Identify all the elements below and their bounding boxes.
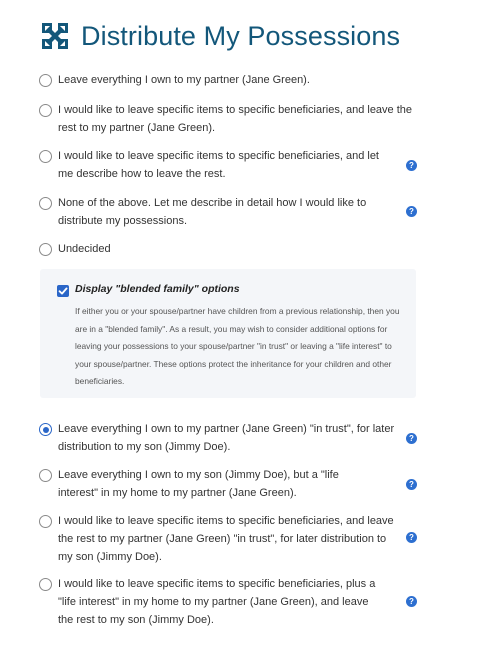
- radio-button-selected[interactable]: [39, 423, 52, 436]
- option-specific-items-life-interest-rest-son[interactable]: [39, 577, 417, 629]
- option-label: I would like to leave specific items to specific beneficiaries, plus a "life interest" in my home to my partner (Jane Green), and leave the rest to my son (Jimmy Doe).: [58, 578, 376, 626]
- radio-button[interactable]: [39, 578, 52, 591]
- blended-family-heading: Display "blended family" options: [75, 283, 240, 295]
- option-label: I would like to leave specific items to specific beneficiaries, and let me describe how to leave the rest.: [58, 150, 379, 180]
- option-label: I would like to leave specific items to specific beneficiaries, and leave the rest to my partner (Jane Green) "in trust", for later distribution to my son (Jimmy Doe).: [58, 515, 394, 563]
- blended-family-panel: [40, 269, 416, 398]
- option-label: Leave everything I own to my partner (Jane Green) "in trust", for later distribution to my son (Jimmy Doe).: [58, 423, 395, 453]
- help-icon[interactable]: ?: [406, 206, 417, 217]
- option-undecided[interactable]: [39, 242, 417, 258]
- option-leave-all-partner[interactable]: [39, 73, 417, 89]
- radio-button[interactable]: [39, 515, 52, 528]
- help-icon[interactable]: ?: [406, 433, 417, 444]
- blended-family-checkbox[interactable]: [57, 285, 69, 297]
- option-son-life-interest-partner[interactable]: [39, 468, 417, 502]
- option-label: Leave everything I own to my son (Jimmy Doe), but a "life interest" in my home to my partner (Jane Green).: [58, 469, 339, 499]
- option-label: Leave everything I own to my partner (Jane Green).: [58, 74, 310, 86]
- page-header: [42, 18, 400, 54]
- help-icon[interactable]: ?: [406, 596, 417, 607]
- page-title: Distribute My Possessions: [81, 20, 401, 51]
- radio-button[interactable]: [39, 104, 52, 117]
- help-icon[interactable]: ?: [406, 532, 417, 543]
- help-icon[interactable]: ?: [406, 160, 417, 171]
- radio-button[interactable]: [39, 469, 52, 482]
- option-label: None of the above. Let me describe in detail how I would like to distribute my possessions.: [58, 197, 367, 227]
- option-specific-items-describe-rest[interactable]: [39, 149, 417, 183]
- option-specific-items-rest-partner[interactable]: [39, 103, 417, 137]
- help-icon[interactable]: ?: [406, 479, 417, 490]
- option-label: Undecided: [58, 243, 111, 255]
- radio-button[interactable]: [39, 150, 52, 163]
- radio-button[interactable]: [39, 243, 52, 256]
- option-partner-in-trust[interactable]: [39, 422, 417, 456]
- radio-button[interactable]: [39, 197, 52, 210]
- option-label: I would like to leave specific items to specific beneficiaries, and leave the rest to my partner (Jane Green).: [58, 104, 413, 134]
- blended-family-description: If either you or your spouse/partner have children from a previous relationship, then you are in a "blended family". As a result, you may wish to consider additional options for leaving your possessions to your spouse/partner "in trust" or leaving a "life interest" to your spouse/partner. These options protect the inheritance for your children and other beneficiaries.: [75, 306, 400, 386]
- option-none-of-above[interactable]: [39, 196, 417, 230]
- checkmark-icon: [58, 286, 68, 296]
- option-specific-items-partner-in-trust[interactable]: [39, 514, 417, 566]
- radio-button[interactable]: [39, 74, 52, 87]
- arrows-expand-icon: [42, 23, 68, 49]
